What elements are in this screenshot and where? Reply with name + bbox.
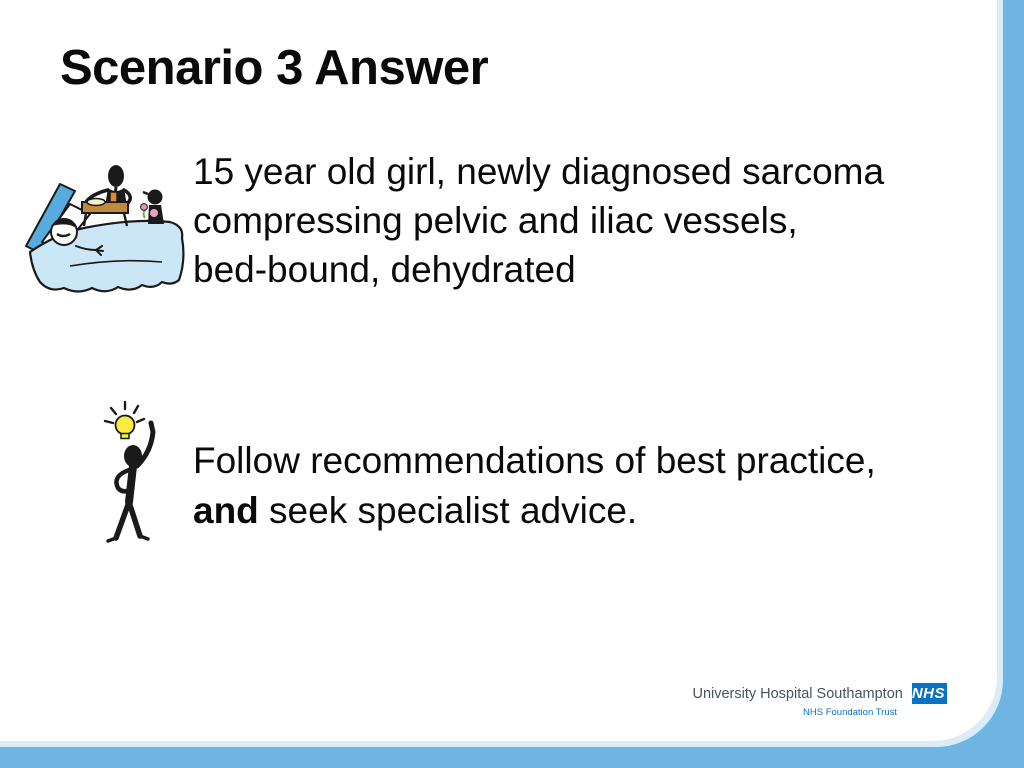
- child-cap: [143, 192, 148, 194]
- answer-bold-word: and: [193, 490, 259, 531]
- hospital-name: University Hospital Southampton: [692, 685, 903, 702]
- child-head: [148, 190, 163, 205]
- case-description: [193, 147, 884, 294]
- answer-line-1: Follow recommendations of best practice,: [193, 440, 876, 481]
- slide-title: Scenario 3 Answer: [60, 41, 489, 95]
- trust-name: NHS Foundation Trust: [803, 707, 897, 718]
- flower-bloom: [141, 204, 148, 211]
- case-line-1: 15 year old girl, newly diagnosed sarcoma: [193, 151, 885, 192]
- hospital-logo: [692, 683, 947, 718]
- figure-torso: [129, 466, 133, 502]
- flower-stem: [144, 210, 146, 218]
- idea-bulb-base: [121, 434, 129, 439]
- tray-plate: [87, 199, 105, 206]
- hospital-logo-row: [692, 683, 947, 704]
- idea-person-clipart-icon: [85, 400, 190, 548]
- tray-cup: [110, 192, 117, 202]
- child-shirt-patch: [150, 209, 158, 217]
- answer-line-2: [193, 486, 876, 536]
- patient-in-bed-clipart-icon: [12, 150, 192, 302]
- figure-legs: [116, 502, 140, 538]
- idea-bulb: [116, 416, 135, 435]
- caregiver-head: [108, 165, 124, 187]
- nhs-logo: NHS: [911, 685, 945, 702]
- answer-statement: [193, 436, 876, 536]
- case-line-3: bed-bound, dehydrated: [193, 249, 576, 290]
- answer-line-2-rest: seek specialist advice.: [258, 490, 638, 531]
- case-line-2: compressing pelvic and iliac vessels,: [193, 200, 798, 241]
